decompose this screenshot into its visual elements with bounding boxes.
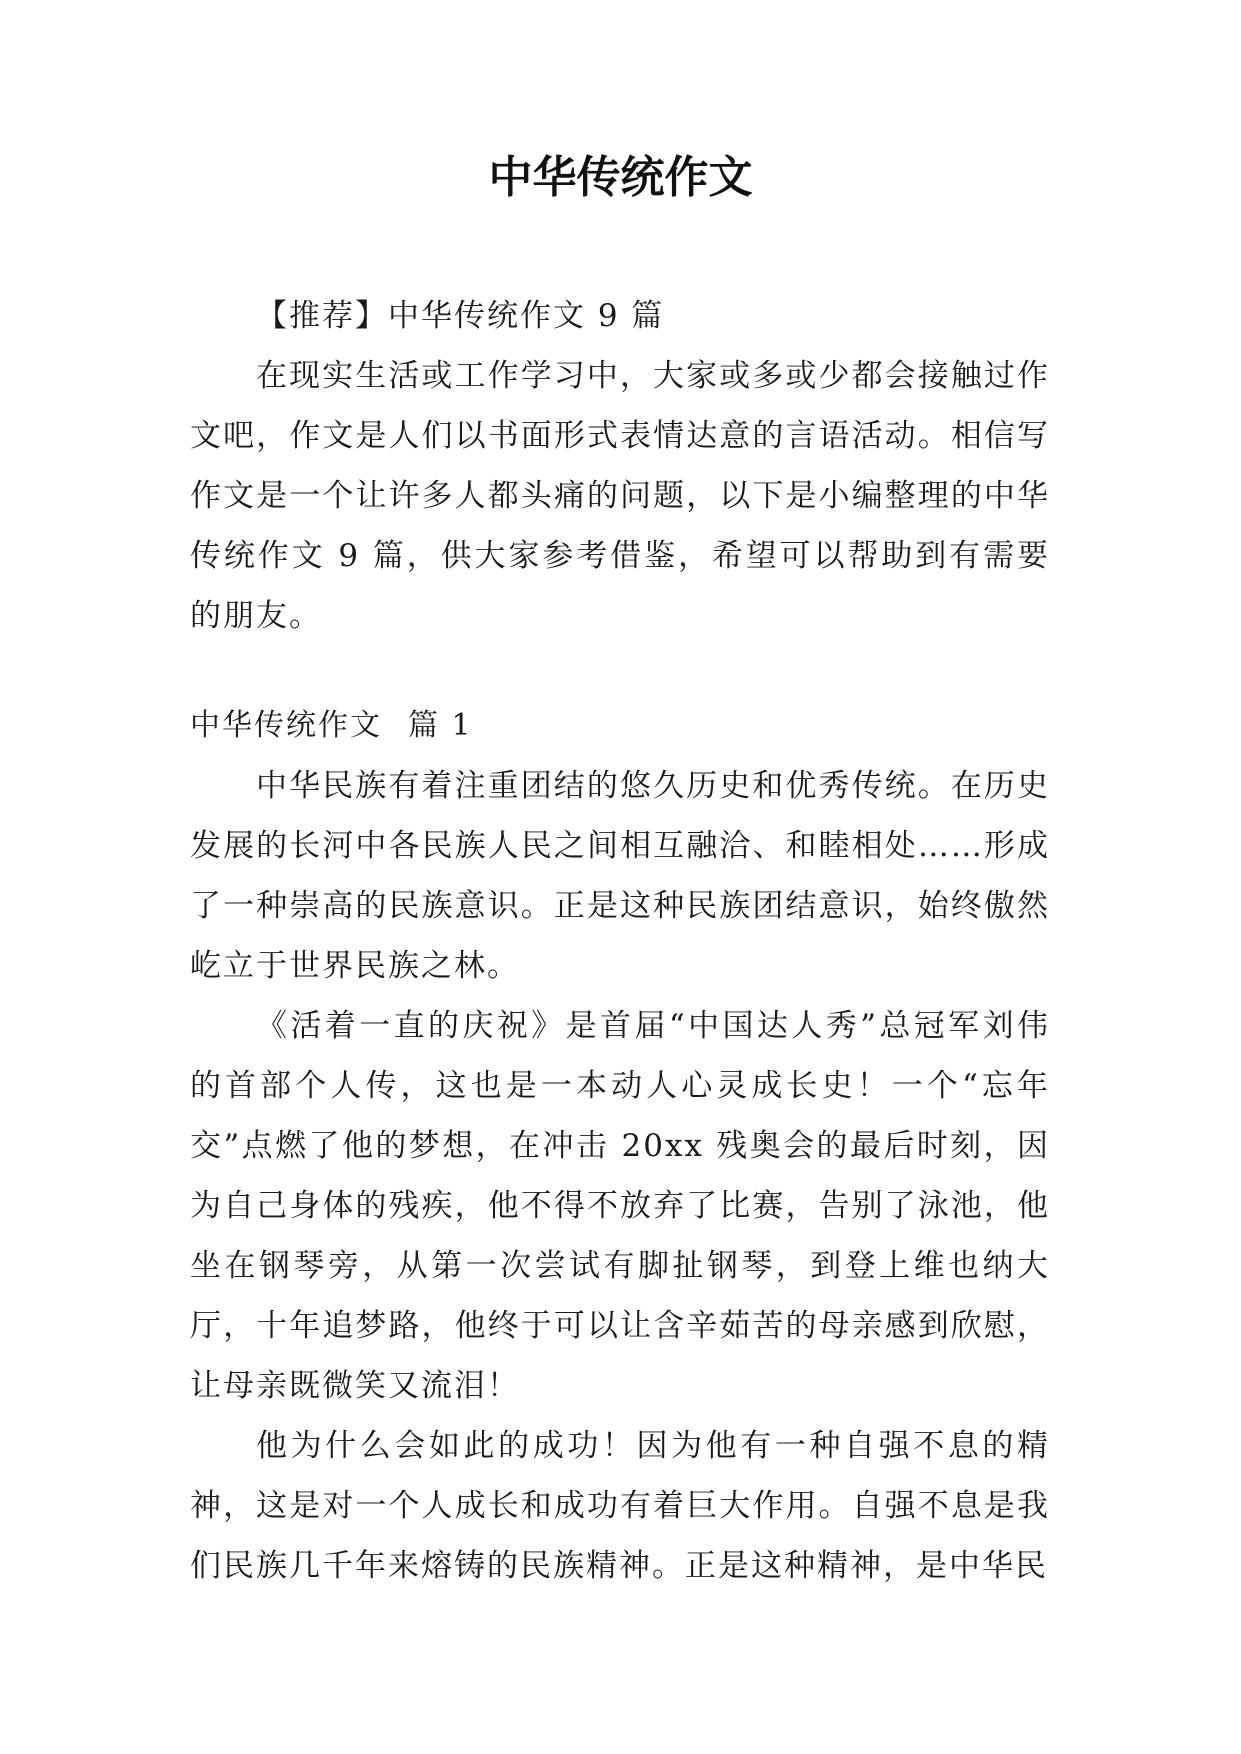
section-paragraph: 《活着一直的庆祝》是首届“中国达人秀”总冠军刘伟的首部个人传，这也是一本动人心灵成长史！一个“忘年交”点燃了他的梦想，在冲击 20xx 残奥会的最后时刻，因为自己身体的残疾，他不得不放弃了比赛，告别了泳池，他坐在钢琴旁，从第一次尝试有脚扯钢琴，到登上维也纳大厅，十年追梦路，他终于可以让含辛茹苦的母亲感到欣慰，让母亲既微笑又流泪！ — [190, 1008, 1050, 1404]
intro-heading: 【推荐】中华传统作文 9 篇 — [256, 298, 665, 334]
document-body — [190, 286, 1050, 1596]
intro-paragraph: 在现实生活或工作学习中，大家或多或少都会接触过作文吧，作文是人们以书面形式表情达意的言语活动。相信写作文是一个让许多人都头痛的问题，以下是小编整理的中华传统作文 9 篇，供大家参考借鉴，希望可以帮助到有需要的朋友。 — [190, 358, 1050, 634]
section-paragraph: 中华民族有着注重团结的悠久历史和优秀传统。在历史发展的长河中各民族人民之间相互融洽、和睦相处……形成了一种崇高的民族意识。正是这种民族团结意识，始终傲然屹立于世界民族之林。 — [190, 768, 1050, 984]
section-heading-number: 篇 1 — [408, 708, 473, 743]
section-heading-title: 中华传统作文 — [190, 708, 382, 743]
section-heading — [190, 696, 1050, 756]
document-title: 中华传统作文 — [488, 152, 753, 203]
section-paragraph: 他为什么会如此的成功！因为他有一种自强不息的精神，这是对一个人成长和成功有着巨大作用。自强不息是我们民族几千年来熔铸的民族精神。正是这种精神，是中华民 — [190, 1428, 1050, 1584]
